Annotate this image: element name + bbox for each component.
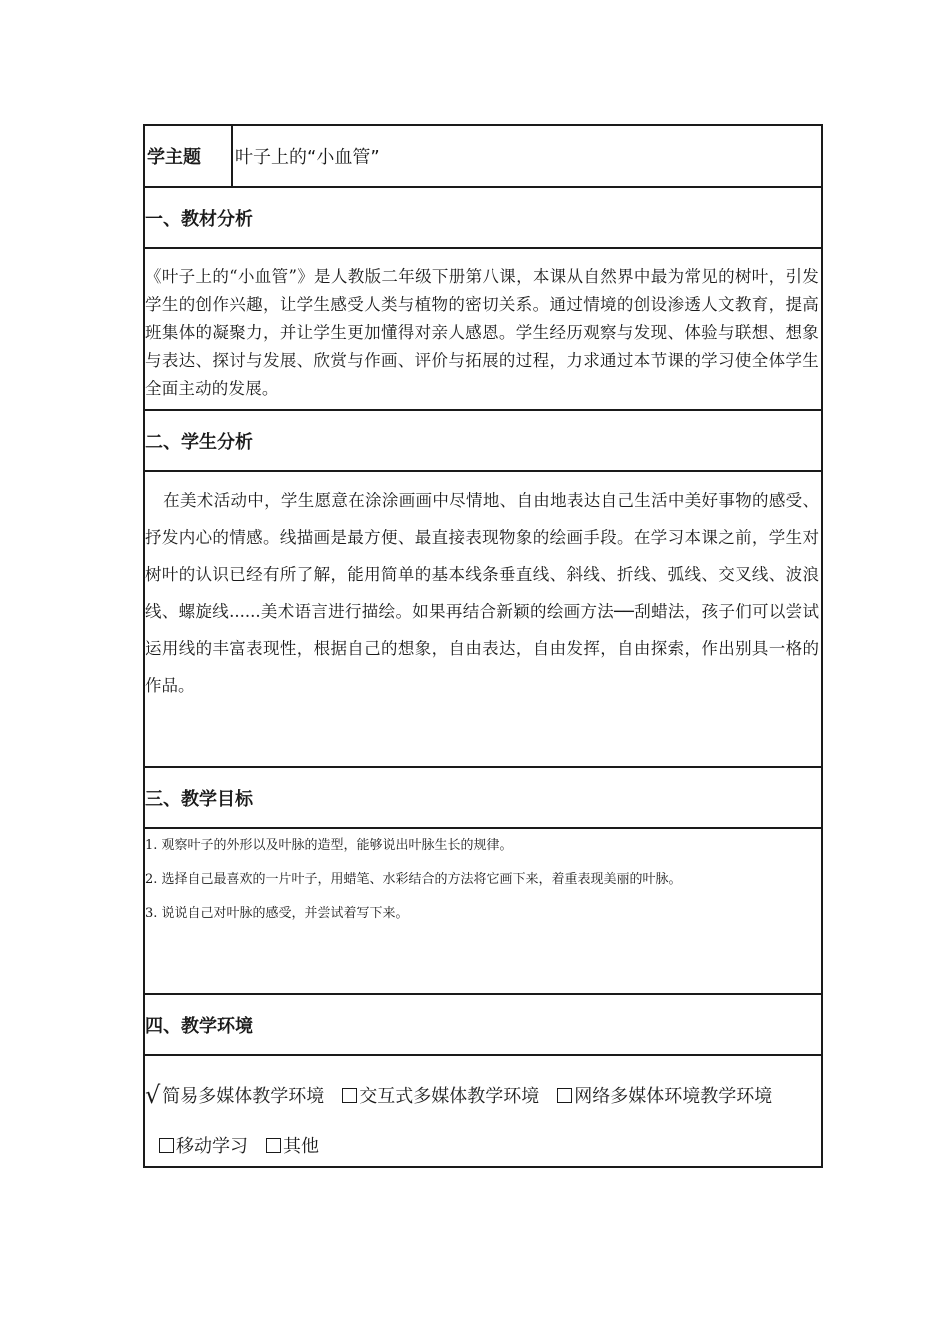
- checkbox-icon: [557, 1088, 572, 1103]
- topic-label: 学主题: [145, 126, 233, 186]
- section-heading-text: 一、教材分析: [145, 208, 253, 230]
- section-heading-text: 二、学生分析: [145, 431, 253, 453]
- list-item: 2. 选择自己最喜欢的一片叶子，用蜡笔、水彩结合的方法将它画下来，着重表现美丽的叶脉。: [145, 872, 682, 887]
- topic-value: 叶子上的“小血管”: [235, 147, 380, 168]
- env-option-network-multimedia[interactable]: [557, 1082, 772, 1108]
- list-item: 1. 观察叶子的外形以及叶脉的造型，能够说出叶脉生长的规律。: [145, 838, 513, 853]
- env-option-simple-multimedia[interactable]: [145, 1081, 324, 1109]
- section-heading-text: 四、教学环境: [145, 1015, 253, 1037]
- section-heading-text: 三、教学目标: [145, 788, 253, 810]
- env-option-label: 简易多媒体教学环境: [162, 1086, 325, 1107]
- env-option-interactive-multimedia[interactable]: [342, 1082, 539, 1108]
- checkbox-icon: [342, 1088, 357, 1103]
- env-options-line-1: [145, 1070, 821, 1120]
- checkbox-icon: [159, 1138, 174, 1153]
- materials-analysis-text: 《叶子上的“小血管”》是人教版二年级下册第八课，本课从自然界中最为常见的树叶，引发学生的创作兴趣，让学生感受人类与植物的密切关系。通过情境的创设渗透人文教育，提高班集体的凝聚力，并让学生更加懂得对亲人感恩。学生经历观察与发现、体验与联想、想象与表达、探讨与发展、欣赏与作画、评价与拓展的过程，力求通过本节课的学习使全体学生全面主动的发展。: [145, 249, 821, 411]
- env-option-label: 网络多媒体环境教学环境: [574, 1086, 773, 1107]
- checkmark-icon: √: [145, 1081, 161, 1109]
- teaching-environment-options: [145, 1056, 821, 1166]
- env-option-label: 移动学习: [176, 1136, 248, 1157]
- checkbox-icon: [266, 1138, 281, 1153]
- section-heading-environment: [145, 995, 821, 1056]
- teaching-goals-list: [145, 829, 821, 995]
- env-option-other[interactable]: [266, 1132, 319, 1158]
- lesson-plan-table: [143, 124, 823, 1168]
- section-heading-students: [145, 411, 821, 472]
- env-option-label: 其他: [283, 1136, 319, 1157]
- env-option-mobile-learning[interactable]: [159, 1132, 248, 1158]
- topic-row: [145, 126, 821, 188]
- section-heading-goals: [145, 768, 821, 829]
- list-item: 3. 说说自己对叶脉的感受，并尝试着写下来。: [145, 906, 409, 921]
- section-heading-materials: [145, 188, 821, 249]
- env-options-line-2: [145, 1120, 821, 1170]
- env-option-label: 交互式多媒体教学环境: [359, 1086, 540, 1107]
- students-analysis-text: 在美术活动中，学生愿意在涂涂画画中尽情地、自由地表达自己生活中美好事物的感受、抒发内心的情感。线描画是最方便、最直接表现物象的绘画手段。在学习本课之前，学生对树叶的认识已经有所了解，能用简单的基本线条垂直线、斜线、折线、弧线、交叉线、波浪线、螺旋线......美术语言进行描绘。如果再结合新颖的绘画方法──刮蜡法，孩子们可以尝试运用线的丰富表现性，根据自己的想象，自由表达，自由发挥，自由探索，作出别具一格的作品。: [145, 472, 821, 768]
